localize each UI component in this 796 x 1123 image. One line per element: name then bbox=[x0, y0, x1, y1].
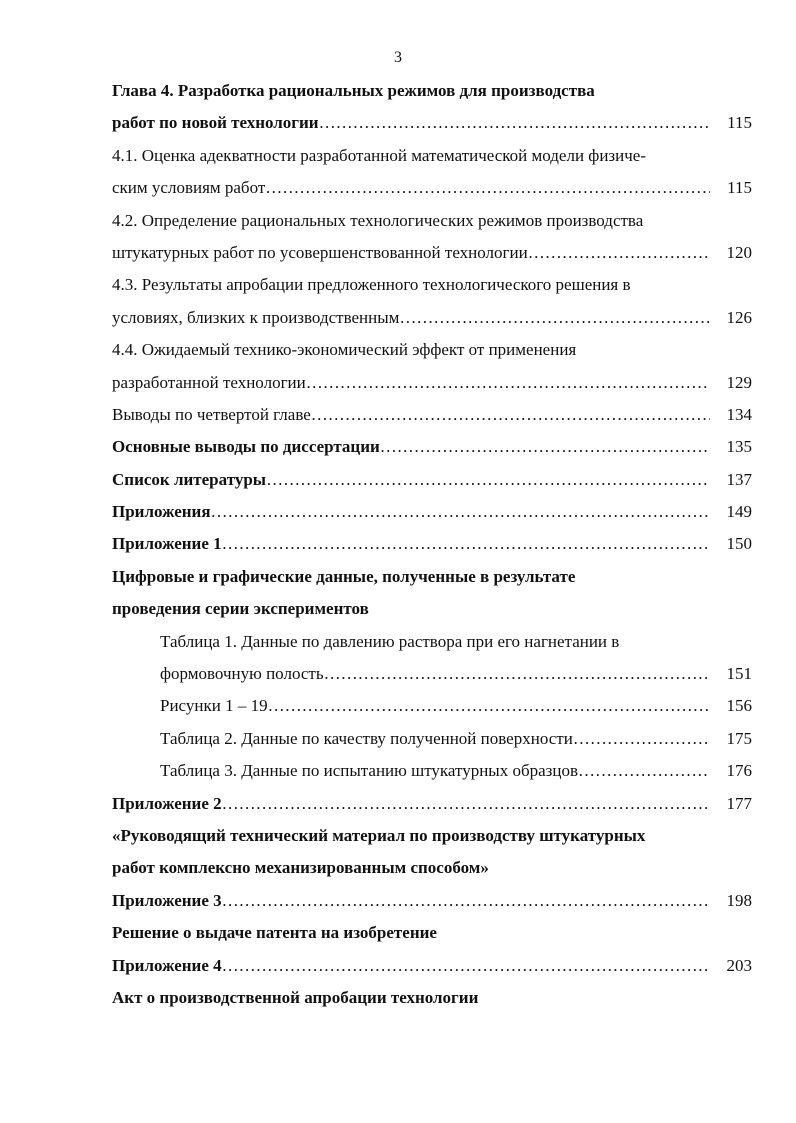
toc-entry-text: 4.3. Результаты апробации предложенного технологического решения в bbox=[112, 275, 631, 295]
toc-heading-line bbox=[112, 140, 752, 172]
toc-heading-line bbox=[112, 75, 752, 107]
toc-page-number: 176 bbox=[726, 761, 752, 781]
toc-entry-text: Приложения bbox=[112, 502, 211, 522]
toc-entry-text: Таблица 1. Данные по давлению раствора при его нагнетании в bbox=[160, 631, 620, 651]
dot-leader bbox=[573, 723, 710, 755]
toc-entry-text: Глава 4. Разработка рациональных режимов для производства bbox=[112, 81, 595, 100]
dot-leader bbox=[324, 658, 710, 690]
dot-leader bbox=[380, 431, 710, 463]
dot-leader bbox=[222, 528, 710, 560]
toc-page-number: 129 bbox=[726, 372, 752, 392]
dot-leader bbox=[399, 302, 710, 334]
toc-page-number: 203 bbox=[726, 955, 752, 975]
toc-entry-text: Список литературы bbox=[112, 469, 267, 489]
toc-entry-text: Таблица 2. Данные по качеству полученной поверхности bbox=[160, 728, 573, 748]
toc-heading-line bbox=[112, 269, 752, 301]
toc-entry-text: работ по новой технологии bbox=[112, 113, 319, 133]
toc-entry bbox=[112, 399, 752, 431]
toc-entry bbox=[112, 788, 752, 820]
table-of-contents bbox=[112, 75, 752, 1014]
page-number: 3 bbox=[394, 49, 402, 66]
dot-leader bbox=[528, 237, 710, 269]
toc-page-number: 156 bbox=[726, 696, 752, 716]
toc-heading-line bbox=[112, 820, 752, 852]
toc-entry bbox=[112, 723, 752, 755]
toc-entry-text: разработанной технологии bbox=[112, 372, 306, 392]
toc-entry bbox=[112, 172, 752, 204]
toc-entry-text: условиях, близких к производственным bbox=[112, 307, 400, 327]
toc-page-number: 149 bbox=[726, 502, 752, 522]
toc-entry bbox=[112, 431, 752, 463]
toc-entry bbox=[112, 950, 752, 982]
toc-heading-line bbox=[112, 626, 752, 658]
toc-page-number: 175 bbox=[726, 728, 752, 748]
toc-entry-text: Выводы по четвертой главе bbox=[112, 404, 311, 424]
dot-leader bbox=[266, 464, 710, 496]
dot-leader bbox=[222, 950, 710, 982]
toc-entry-text: формовочную полость bbox=[160, 664, 324, 684]
toc-entry-text: Решение о выдаче патента на изобретение bbox=[112, 923, 437, 943]
toc-heading-line bbox=[112, 593, 752, 625]
toc-page-number: 120 bbox=[726, 242, 752, 262]
dot-leader bbox=[311, 399, 710, 431]
toc-entry-text: ским условиям работ bbox=[112, 178, 266, 198]
toc-entry-text: Основные выводы по диссертации bbox=[112, 437, 380, 457]
toc-entry-text: Приложение 4 bbox=[112, 955, 222, 975]
dot-leader bbox=[222, 788, 710, 820]
toc-entry bbox=[112, 690, 752, 722]
toc-entry-text: Приложение 3 bbox=[112, 890, 222, 910]
toc-entry-text: Акт о производственной апробации технологии bbox=[112, 987, 479, 1007]
toc-heading-line bbox=[112, 982, 752, 1014]
dot-leader bbox=[265, 172, 710, 204]
toc-page-number: 151 bbox=[726, 664, 752, 684]
dot-leader bbox=[319, 107, 710, 139]
toc-entry-text: Таблица 3. Данные по испытанию штукатурных образцов bbox=[160, 761, 579, 781]
toc-entry bbox=[112, 107, 752, 139]
toc-entry bbox=[112, 755, 752, 787]
toc-entry bbox=[112, 367, 752, 399]
toc-heading-line bbox=[112, 917, 752, 949]
toc-page-number: 115 bbox=[727, 113, 752, 133]
toc-page-number: 177 bbox=[726, 793, 752, 813]
toc-page-number: 150 bbox=[726, 534, 752, 554]
toc-entry bbox=[112, 658, 752, 690]
toc-heading-line bbox=[112, 205, 752, 237]
toc-entry-text: штукатурных работ по усовершенствованной технологии bbox=[112, 242, 528, 262]
toc-entry bbox=[112, 528, 752, 560]
toc-page-number: 126 bbox=[726, 307, 752, 327]
toc-entry bbox=[112, 302, 752, 334]
toc-entry-text: 4.1. Оценка адекватности разработанной математической модели физиче- bbox=[112, 145, 646, 165]
toc-entry-text: Рисунки 1 – 19 bbox=[160, 696, 268, 716]
toc-entry bbox=[112, 237, 752, 269]
toc-heading-line bbox=[112, 334, 752, 366]
toc-entry bbox=[112, 464, 752, 496]
toc-entry-text: Приложение 1 bbox=[112, 534, 222, 554]
toc-page-number: 137 bbox=[726, 469, 752, 489]
toc-entry-text: 4.2. Определение рациональных технологических режимов производства bbox=[112, 210, 644, 230]
toc-heading-line bbox=[112, 852, 752, 884]
dot-leader bbox=[306, 367, 710, 399]
toc-page-number: 198 bbox=[726, 890, 752, 910]
toc-page-number: 134 bbox=[726, 404, 752, 424]
toc-entry-text: «Руководящий технический материал по производству штукатурных bbox=[112, 825, 646, 845]
toc-entry-text: работ комплексно механизированным способом» bbox=[112, 858, 489, 878]
toc-heading-line bbox=[112, 561, 752, 593]
toc-page-number: 115 bbox=[727, 178, 752, 198]
toc-entry-text: Цифровые и графические данные, полученные в результате bbox=[112, 566, 576, 586]
dot-leader bbox=[222, 885, 710, 917]
dot-leader bbox=[578, 755, 710, 787]
toc-entry-text: 4.4. Ожидаемый технико-экономический эффект от применения bbox=[112, 340, 577, 360]
toc-entry bbox=[112, 885, 752, 917]
toc-entry-text: проведения серии экспериментов bbox=[112, 599, 369, 619]
dot-leader bbox=[268, 690, 710, 722]
toc-entry bbox=[112, 496, 752, 528]
dot-leader bbox=[211, 496, 710, 528]
toc-page-number: 135 bbox=[726, 437, 752, 457]
toc-entry-text: Приложение 2 bbox=[112, 793, 222, 813]
